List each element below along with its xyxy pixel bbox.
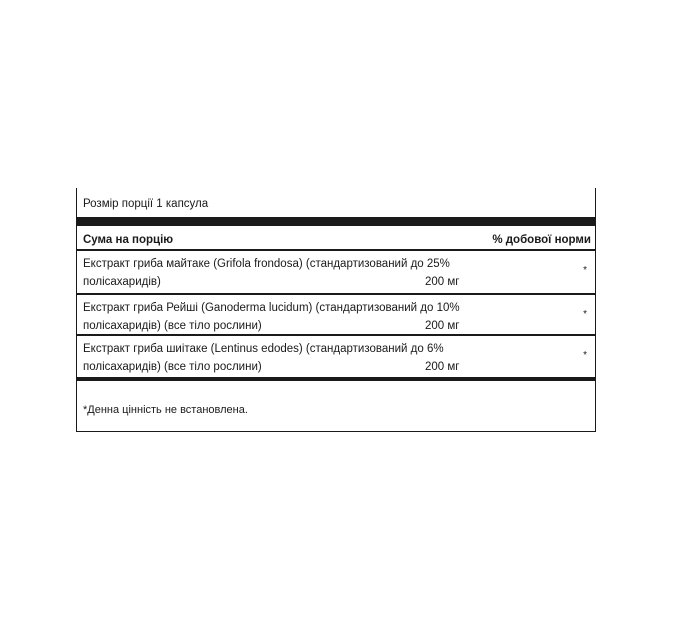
ingredient-row [77,251,595,293]
ingredient-name: Екстракт гриба майтаке (Grifola frondosa) (стандартизований до 25% полісахаридів) [83,258,450,288]
daily-value-header: % добової норми [492,234,591,246]
ingredient-daily-value: * [583,309,587,320]
ingredient-name: Екстракт гриба шиітаке (Lentinus edodes) (стандартизований до 6% полісахаридів) (все тіло рослини) [83,343,444,373]
ingredient-amount: 200 мг [425,320,460,332]
serving-size: Розмір порції 1 капсула [83,198,209,210]
ingredient-daily-value: * [583,265,587,276]
ingredient-row [77,295,595,337]
ingredient-row [77,336,595,378]
footnote: *Денна цінність не встановлена. [83,404,248,416]
ingredient-amount: 200 мг [425,276,460,288]
ingredient-daily-value: * [583,350,587,361]
bottom-divider [77,377,595,381]
amount-per-serving-header: Сума на порцію [83,234,174,246]
supplement-facts-panel [76,188,596,432]
ingredient-name: Екстракт гриба Рейші (Ganoderma lucidum) (стандартизований до 10% полісахаридів) (все тіло рослини) [83,302,460,332]
ingredient-amount: 200 мг [425,361,460,373]
thick-divider [77,217,595,226]
